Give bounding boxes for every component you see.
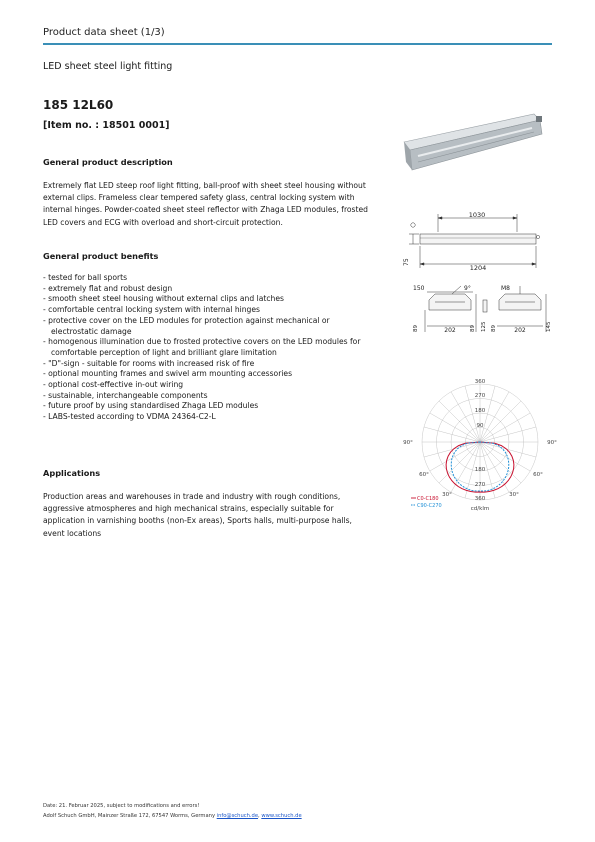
polar-grid-spoke [480,413,530,442]
product-subtitle: LED sheet steel light fitting [43,61,173,72]
list-item: - sustainable, interchangeable components [43,390,208,400]
dimension-left-width: 150 [413,285,425,292]
product-code: 185 12L60 [43,98,114,112]
dimension-right-bottom-b: 145 [546,321,552,332]
ring-label-bottom-360: 360 [474,496,486,502]
polar-light-distribution-diagram [400,372,560,517]
footer-company-address: Adolf Schuch GmbH, Mainzer Straße 172, 67547 Worms, Germany [43,813,216,819]
list-item: - tested for ball sports [43,273,128,282]
footer-separator: , [258,813,260,819]
dimension-left-bottom-a: 89 [413,325,419,332]
list-item: - homogenous illumination due to frosted protective covers on the LED modules for comfortable perception of light and brilliant glare limitation [43,337,361,357]
dimension-height: 75 [403,258,410,266]
list-item: - smooth sheet steel housing without external clips and latches [43,294,284,304]
benefits-heading: General product benefits [43,251,159,261]
polar-grid-spoke [480,392,509,442]
polar-grid-spoke [480,442,530,471]
footer-email-link[interactable]: info@schuch.de [216,813,259,819]
dimension-right-side: 89 [491,325,497,332]
polar-grid-spoke [451,392,480,442]
footer-date: Date: 21. Februar 2025, subject to modifications and errors! [43,803,200,809]
dimension-drawing-side [405,208,555,270]
ring-label-top-180: 180 [474,408,486,414]
angle-label-right-90: 90° [547,440,557,446]
list-item: - protective cover on the LED modules for protection against mechanical or electrostatic damage [43,315,330,336]
angle-label-right-30: 30° [509,492,519,498]
dimension-right-bottom-a: 202 [514,327,526,334]
polar-grid-spoke [424,427,480,442]
applications-heading: Applications [43,468,101,478]
polar-grid-spoke [430,413,480,442]
footer-website-link[interactable]: www.schuch.de [261,813,302,819]
description-heading: General product description [43,157,173,167]
dimension-length-inner: 1030 [468,211,486,219]
polar-grid-spoke [480,401,521,442]
polar-grid-spoke [430,442,480,471]
ring-label-top-360: 360 [474,379,486,385]
polar-grid-spoke [480,442,536,457]
angle-label-left-30: 30° [442,492,452,498]
applications-text: Production areas and warehouses in trade and industry with rough conditions, aggressive atmospheres and high mechanical strains, especially suitable for application in varnishing booths (non-Ex areas), Sports halls, multi-purpose halls, event locations [43,492,352,538]
dimension-right-label: M8 [501,285,510,292]
angle-label-left-60: 60° [419,472,429,478]
product-photo [400,112,550,174]
list-item: - comfortable central locking system with internal hinges [43,305,261,315]
item-number: [Item no. : 18501 0001] [43,120,170,131]
angle-label-right-60: 60° [533,472,543,478]
list-item: - "D"-sign - suitable for rooms with increased risk of fire [43,358,255,368]
dimension-left-side: 125 [481,321,487,332]
dimension-angle: 9° [464,285,471,292]
polar-grid-spoke [424,442,480,457]
ring-label-top-270: 270 [474,393,486,399]
legend-c90-c270: C90-C270 [417,503,442,509]
ring-label-top-90: 90 [476,423,484,429]
list-item: - optional cost-effective in-out wiring [43,380,184,390]
dimension-length-outer: 1204 [469,264,487,272]
legend-c0-c180: C0-C180 [417,496,439,502]
polar-unit-label: cd/klm [470,506,490,512]
ring-label-bottom-270: 270 [474,482,486,488]
angle-label-left-90: 90° [403,440,413,446]
dimension-drawing-sections [405,280,555,335]
dimension-left-bottom-b: 202 [444,327,456,334]
list-item: - optional mounting frames and swivel arm mounting accessories [43,369,293,379]
page-header-title: Product data sheet (1/3) [43,27,165,38]
list-item: - future proof by using standardised Zhaga LED modules [43,401,259,411]
list-item: - LABS-tested according to VDMA 24364-C2-L [43,412,216,422]
polar-grid-spoke [480,442,521,483]
ring-label-bottom-180: 180 [474,467,486,473]
list-item: - extremely flat and robust design [43,283,173,293]
dimension-left-bottom-c: 89 [470,325,476,332]
benefits-list [43,273,373,423]
polar-grid-spoke [480,427,536,442]
description-text: Extremely flat LED steep roof light fitting, ball-proof with sheet steel housing without external clips. Frameless clear tempered safety glass, central locking system with internal hinges. Powder-coated sheet steel reflector with Zhaga LED modules, frosted LED covers and ECG with overload and short-circuit protection. [43,181,368,227]
footer-address [43,813,302,819]
polar-grid-spoke [439,442,480,483]
header-divider [43,43,552,45]
